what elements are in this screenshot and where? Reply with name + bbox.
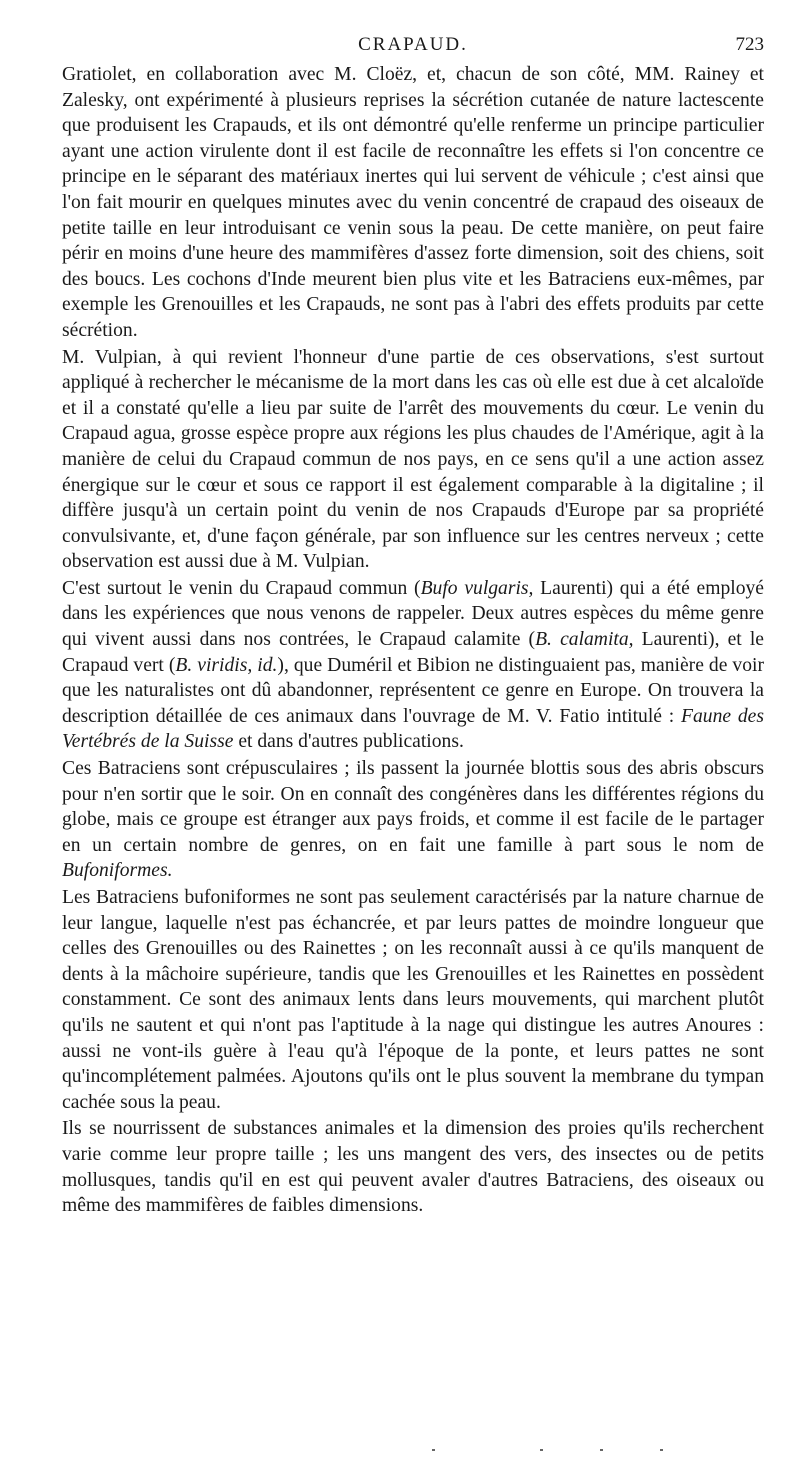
paragraph [62,62,764,344]
print-speck [600,1449,603,1451]
print-speck [432,1449,435,1451]
paragraph [62,576,764,755]
paragraph [62,885,764,1115]
paragraph [62,1116,764,1218]
text-run: Laurenti) qui a été employé dans les expériences que nous venons de rappeler. Deux autres espèces du même genre qui vivent aussi dans nos contrées, le Crapaud calamite ( [62,577,764,651]
body-text [62,62,764,1219]
text-run: ), que Duméril et Bibion ne distinguaient pas, manière de voir que les naturalistes ont dû abandonner, représentent ce genre en Europe. On trouvera la description détaillée de ces animaux dans l'ouvrage de M. V. Fatio intitulé : [62,654,764,727]
italic-text: Bufoniformes. [62,860,173,882]
text-run: Les Batraciens bufoniformes ne sont pas seulement caractérisés par la nature charnue de leur langue, laquelle n'est pas échancrée, et par leurs pattes de moindre longueur que celles des Grenouilles ou des Rainettes ; on les reconnaît aussi à ce qu'ils manquent de dents à la mâchoire supérieure, tandis que les Grenouilles et les Rainettes en possèdent constamment. Ce sont des animaux lents dans leurs mouvements, qui marchent plutôt qu'ils ne sautent et qui n'ont pas l'aptitude à la nage qui distingue les autres Anoures : aussi ne vont-ils guère à l'eau qu'à l'époque de la ponte, et leurs pattes ne sont qu'incomplétement palmées. Ajoutons qu'ils ont le plus souvent la membrane du tympan cachée sous la peau. [62,887,764,1113]
page-number: 723 [735,34,764,55]
print-speck [660,1449,663,1451]
text-run: M. Vulpian, à qui revient l'honneur d'une partie de ces observations, s'est surtout appliqué à rechercher le mécanisme de la mort dans les cas où elle est due à cet alcaloïde et il a constaté qu'elle a lieu par suite de l'arrêt des mouvements du cœur. Le venin du Crapaud agua, grosse espèce propre aux régions les plus chaudes de l'Amérique, agit à la manière de celui du Crapaud commun de nos pays, en ce sens qu'il a une action assez énergique sur le cœur et sous ce rapport il est également comparable à la digitaline ; il diffère jusqu'à un certain point du venin de nos Crapauds d'Europe par sa propriété convulsivante, et, d'une façon générale, par son influence sur les centres nerveux ; cette observation est aussi due à M. Vulpian. [62,346,764,573]
text-run: Laurenti), et le Crapaud vert ( [62,629,765,676]
italic-text: B. viridis, id. [175,654,278,676]
text-run: Ils se nourrissent de substances animales et la dimension des proies qu'ils recherchent varie comme leur propre taille ; les uns mangent des vers, des insectes ou de petits mollusques, tandis qu'il en est qui peuvent avaler d'autres Batraciens, des oiseaux ou même des mammifères de faibles dimensions. [62,1118,764,1217]
book-page [62,34,764,1219]
italic-text: B. calamita, [535,629,634,651]
running-title: CRAPAUD. [358,34,468,55]
paragraph [62,345,764,575]
text-run: Ces Batraciens sont crépusculaires ; ils passent la journée blottis sous des abris obscurs pour n'en sortir que le soir. On en connaît des congénères dans les différentes régions du globe, mais ce groupe est étranger aux pays froids, et comme il est facile de le partager en un certain nombre de genres, on en fait une famille à part sous le nom de [62,758,764,856]
running-head [62,34,764,62]
text-run: et dans d'autres publications. [233,731,464,753]
paragraph [62,756,764,884]
print-speck [540,1449,543,1451]
text-run: Gratiolet, en collaboration avec M. Cloëz, et, chacun de son côté, MM. Rainey et Zalesky, ont expérimenté à plusieurs reprises la sécrétion cutanée de nature lactescente que produisent les Crapauds, et ils ont démontré qu'elle renferme un principe particulier ayant une action virulente dont il est facile de reconnaître les effets si l'on concentre ce principe en le séparant des matériaux inertes qui lui servent de véhicule ; c'est ainsi que l'on fait mourir en quelques minutes avec du venin concentré de crapaud des oiseaux de petite taille en leur introduisant ce venin sous la peau. De cette manière, on peut faire périr en moins d'une heure des mammifères d'assez forte dimension, soit des chiens, soit des boucs. Les cochons d'Inde meurent bien plus vite et les Batraciens eux-mêmes, par exemple les Grenouilles et les Crapauds, ne sont pas à l'abri des effets produits par cette sécrétion. [62,64,764,341]
italic-text: Faune des Vertébrés de la Suisse [62,705,764,753]
italic-text: Bufo vulgaris, [420,577,534,599]
text-run: C'est surtout le venin du Crapaud commun ( [62,577,421,599]
